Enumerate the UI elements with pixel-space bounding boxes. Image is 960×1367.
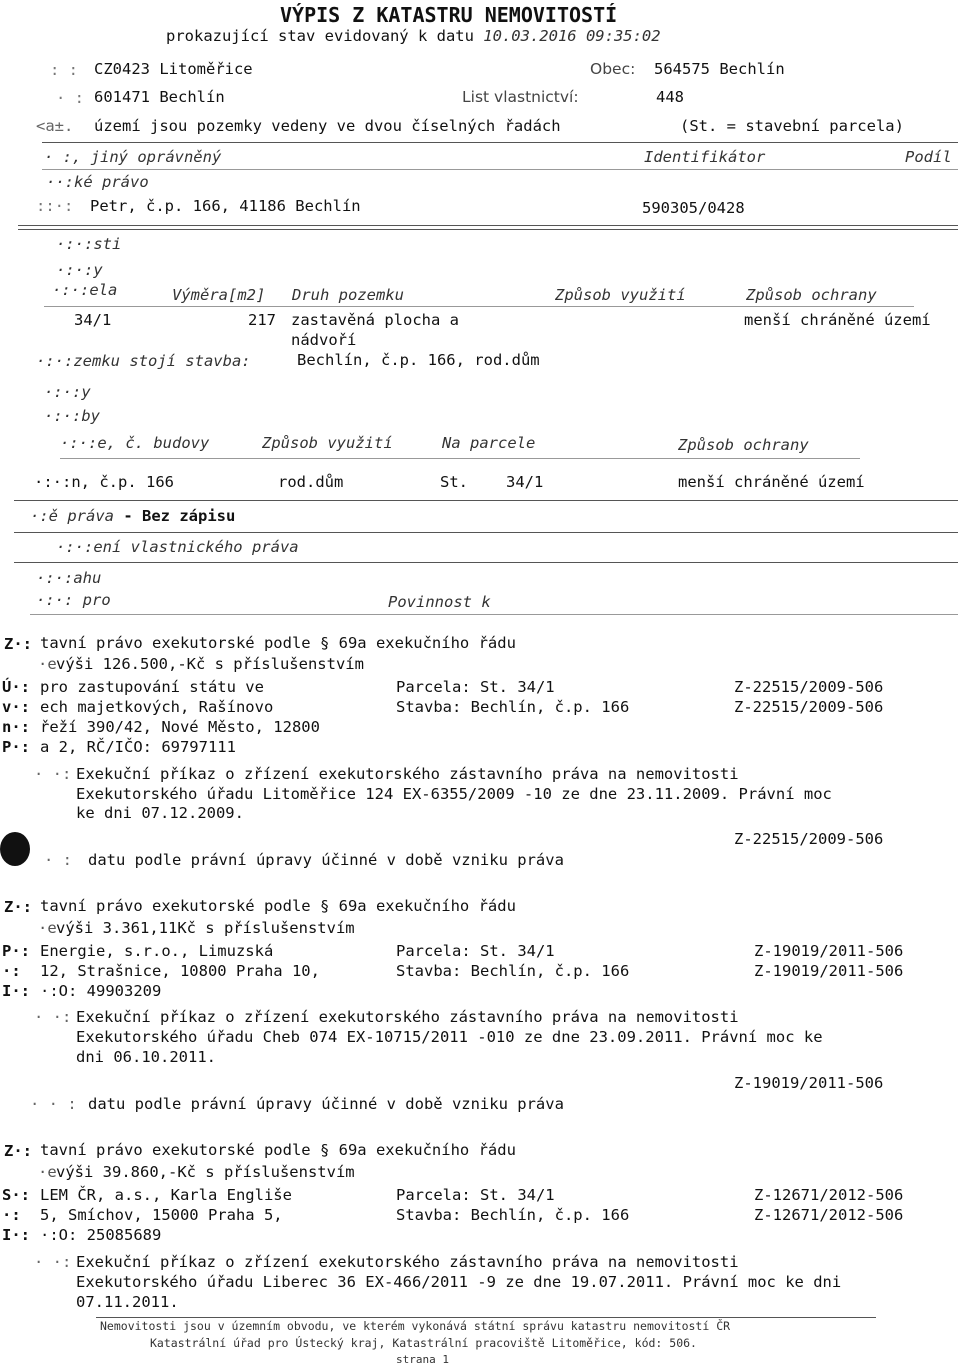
opravneni-pro-label: ·:·: pro xyxy=(36,591,111,609)
entry-3-stavba: Stavba: Bechlín, č.p. 166 xyxy=(396,1206,630,1224)
obec-value: 564575 Bechlín xyxy=(654,60,785,78)
entry-2-stavba: Stavba: Bechlín, č.p. 166 xyxy=(396,962,630,980)
divider xyxy=(60,458,860,459)
druh-value-1: zastavěná plocha a xyxy=(291,311,459,329)
stavba-st: St. xyxy=(440,473,468,491)
entry-3-amount: výši 39.860,-Kč s příslušenstvím xyxy=(56,1163,355,1181)
entry-3-creditor-prefix: S·: xyxy=(2,1186,30,1204)
entry-1-listina-3: ke dni 07.12.2009. xyxy=(76,804,244,822)
entry-2-poradi: datu podle právní úpravy účinné v době vzniku práva xyxy=(88,1095,564,1113)
entry-3-parcel: Parcela: St. 34/1 xyxy=(396,1186,555,1204)
entry-1-listina-prefix: · ·: xyxy=(34,765,72,783)
ku-label: · : xyxy=(56,89,84,107)
entry-2-creditor-prefix: I·: xyxy=(2,982,30,1000)
entry-1-creditor-line-1: pro zastupování státu ve xyxy=(40,678,264,696)
entry-2-listina-1: Exekuční příkaz o zřízení exekutorského zástavního práva na nemovitosti xyxy=(76,1008,739,1026)
stavba-on-parcel-label: ·:·:zemku stojí stavba: xyxy=(36,352,251,370)
druh-col: Druh pozemku xyxy=(292,286,404,304)
entry-3-listina-1: Exekuční příkaz o zřízení exekutorského zástavního práva na nemovitosti xyxy=(76,1253,739,1271)
parcela-col: ·:·:ela xyxy=(52,281,118,299)
note-prefix: <a±. xyxy=(36,117,74,135)
podil-col-label: Podíl xyxy=(905,148,952,166)
divider xyxy=(14,532,958,533)
entry-2-amount: výši 3.361,11Kč s příslušenstvím xyxy=(56,919,355,937)
pravo-label: ··:ké právo xyxy=(46,173,149,191)
stavba-vyuziti-col: Způsob využití xyxy=(262,434,393,452)
note-text: území jsou pozemky vedeny ve dvou číselných řadách xyxy=(94,117,561,135)
entry-1-creditor-prefix: n·: xyxy=(2,718,30,736)
entry-2-parcel: Parcela: St. 34/1 xyxy=(396,942,555,960)
entry-1-listina-1: Exekuční příkaz o zřízení exekutorského zástavního práva na nemovitosti xyxy=(76,765,739,783)
druh-value-2: nádvoří xyxy=(291,331,357,349)
divider xyxy=(18,229,958,230)
entry-1-listina-2: Exekutorského úřadu Litoměřice 124 EX-6355/2009 -10 ze dne 23.11.2009. Právní moc xyxy=(76,785,832,803)
divider xyxy=(42,142,958,143)
divider xyxy=(14,562,958,563)
entry-3-creditor-prefix: I·: xyxy=(2,1226,30,1244)
entry-2-prefix: Z·: xyxy=(4,898,32,916)
nemovitosti-heading: ·:·:sti xyxy=(56,235,122,253)
entry-1-parcel: Parcela: St. 34/1 xyxy=(396,678,555,696)
entry-1-poradi-prefix: · : xyxy=(44,851,72,869)
stavba-ochrana: menší chráněné území xyxy=(678,473,865,491)
entry-1-ref-1: Z-22515/2009-506 xyxy=(734,678,884,696)
entry-2-ref-3: Z-19019/2011-506 xyxy=(734,1074,884,1092)
entry-3-creditor-line-2: 5, Smíchov, 15000 Praha 5, xyxy=(40,1206,283,1224)
na-parcele-col: Na parcele xyxy=(442,434,536,452)
entry-3-listina-2: Exekutorského úřadu Liberec 36 EX-466/2011 -9 ze dne 19.07.2011. Právní moc ke dni xyxy=(76,1273,842,1291)
entry-3-creditor-line-1: LEM ČR, a.s., Karla Engliše xyxy=(40,1186,292,1204)
stavby-subheading: ·:·:by xyxy=(44,407,100,425)
owner-prefix: ::·: xyxy=(36,197,74,215)
entry-3-listina-prefix: · ·: xyxy=(34,1253,72,1271)
okres-label: : : xyxy=(50,61,78,79)
entry-2-title: tavní právo exekutorské podle § 69a exekučního řádu xyxy=(40,897,516,915)
entry-1-ref-3: Z-22515/2009-506 xyxy=(734,830,884,848)
footer-divider xyxy=(96,1317,876,1318)
page-number: strana 1 xyxy=(396,1353,449,1366)
entry-1-stavba: Stavba: Bechlín, č.p. 166 xyxy=(396,698,630,716)
entry-3-creditor-line-3: ·:O: 25085689 xyxy=(40,1226,162,1244)
divider xyxy=(42,169,958,170)
vymera-col: Výměra[m2] xyxy=(172,286,266,304)
stavba-vyuziti: rod.dům xyxy=(278,473,344,491)
entry-1-creditor-prefix: Ú·: xyxy=(2,678,30,696)
ochrana-value: menší chráněné území xyxy=(744,311,931,329)
entry-2-listina-3: dni 06.10.2011. xyxy=(76,1048,216,1066)
entry-2-poradi-prefix: · · : xyxy=(30,1095,77,1113)
cast-col: ·:·:e, č. budovy xyxy=(60,434,210,452)
entry-3-ref-1: Z-12671/2012-506 xyxy=(754,1186,904,1204)
document-subtitle: prokazující stav evidovaný k datu 10.03.2016 09:35:02 xyxy=(166,27,661,45)
parcela-number: 34/1 xyxy=(74,311,112,329)
footer-line-1: Nemovitosti jsou v územním obvodu, ve kterém vykonává státní správu katastru nemovitostí ČR xyxy=(100,1319,731,1333)
pozemky-heading: ·:·:y xyxy=(56,261,103,279)
entry-3-prefix: Z·: xyxy=(4,1142,32,1160)
extract-date: 10.03.2016 09:35:02 xyxy=(483,27,661,45)
note-st: (St. = stavební parcela) xyxy=(680,117,904,135)
entry-3-title: tavní právo exekutorské podle § 69a exekučního řádu xyxy=(40,1141,516,1159)
okres-value: CZ0423 Litoměřice xyxy=(94,60,253,78)
divider xyxy=(44,306,914,307)
entry-1-amount-prefix: ·e xyxy=(38,655,57,673)
entry-2-creditor-line-1: Energie, s.r.o., Limuzská xyxy=(40,942,274,960)
vymera-value: 217 xyxy=(248,311,276,329)
vyuziti-col: Způsob využití xyxy=(555,286,686,304)
lv-value: 448 xyxy=(656,88,684,106)
entry-2-creditor-prefix: ·: xyxy=(2,962,21,980)
owner-name: Petr, č.p. 166, 41186 Bechlín xyxy=(90,197,361,215)
entry-2-creditor-prefix: P·: xyxy=(2,942,30,960)
ku-value: 601471 Bechlín xyxy=(94,88,225,106)
punch-hole-mark xyxy=(0,832,30,866)
stavby-heading: ·:·:y xyxy=(44,383,91,401)
lv-label: List vlastnictví: xyxy=(462,88,579,106)
owner-id: 590305/0428 xyxy=(642,199,745,217)
stavba-on-parcel-value: Bechlín, č.p. 166, rod.dům xyxy=(297,351,540,369)
entry-3-listina-3: 07.11.2011. xyxy=(76,1293,179,1311)
divider xyxy=(14,500,958,501)
obec-label: Obec: xyxy=(590,60,636,78)
entry-1-ref-2: Z-22515/2009-506 xyxy=(734,698,884,716)
entry-1-creditor-line-2: ech majetkových, Rašínovo xyxy=(40,698,274,716)
owner-col-label: · :, jiný oprávněný xyxy=(44,148,222,166)
entry-1-creditor-prefix: v·: xyxy=(2,698,30,716)
entry-2-creditor-line-3: ·:O: 49903209 xyxy=(40,982,162,1000)
entry-2-listina-prefix: · ·: xyxy=(34,1008,72,1026)
entry-1-amount: výši 126.500,-Kč s příslušenstvím xyxy=(56,655,364,673)
entry-1-creditor-prefix: P·: xyxy=(2,738,30,756)
entry-2-ref-1: Z-19019/2011-506 xyxy=(754,942,904,960)
ochrana-col: Způsob ochrany xyxy=(746,286,877,304)
footer-line-2: Katastrální úřad pro Ústecký kraj, Katastrální pracoviště Litoměřice, kód: 506. xyxy=(150,1336,697,1350)
entry-2-listina-2: Exekutorského úřadu Cheb 074 EX-10715/2011 -010 ze dne 23.09.2011. Právní moc ke xyxy=(76,1028,823,1046)
bez-zapisu: - Bez zápisu xyxy=(123,507,236,525)
divider xyxy=(18,225,958,226)
ident-col-label: Identifikátor xyxy=(644,148,766,166)
stavba-parcela: 34/1 xyxy=(506,473,544,491)
divider xyxy=(30,614,958,615)
typ-vztahu-label: ·:·:ahu xyxy=(36,569,102,587)
entry-1-poradi: datu podle právní úpravy účinné v době vzniku práva xyxy=(88,851,564,869)
entry-1-prefix: Z·: xyxy=(4,635,32,653)
entry-3-amount-prefix: ·e xyxy=(38,1163,57,1181)
entry-3-ref-2: Z-12671/2012-506 xyxy=(754,1206,904,1224)
entry-2-creditor-line-2: 12, Strašnice, 10800 Praha 10, xyxy=(40,962,320,980)
stavba-ochrana-col: Způsob ochrany xyxy=(678,436,809,454)
entry-3-creditor-prefix: ·: xyxy=(2,1206,21,1224)
entry-1-creditor-line-4: a 2, RČ/IČO: 69797111 xyxy=(40,738,236,756)
entry-2-amount-prefix: ·e xyxy=(38,919,57,937)
stavba-cast: ·:·:n, č.p. 166 xyxy=(34,473,174,491)
omezeni-heading: ·:·:ení vlastnického práva xyxy=(56,538,299,556)
entry-1-creditor-line-3: řeží 390/42, Nové Město, 12800 xyxy=(40,718,320,736)
document-title: VÝPIS Z KATASTRU NEMOVITOSTÍ xyxy=(280,3,618,27)
entry-1-title: tavní právo exekutorské podle § 69a exekučního řádu xyxy=(40,634,516,652)
entry-2-ref-2: Z-19019/2011-506 xyxy=(754,962,904,980)
prava-section: ·:ě práva - Bez zápisu xyxy=(30,507,236,525)
povinnost-label: Povinnost k xyxy=(388,593,491,611)
